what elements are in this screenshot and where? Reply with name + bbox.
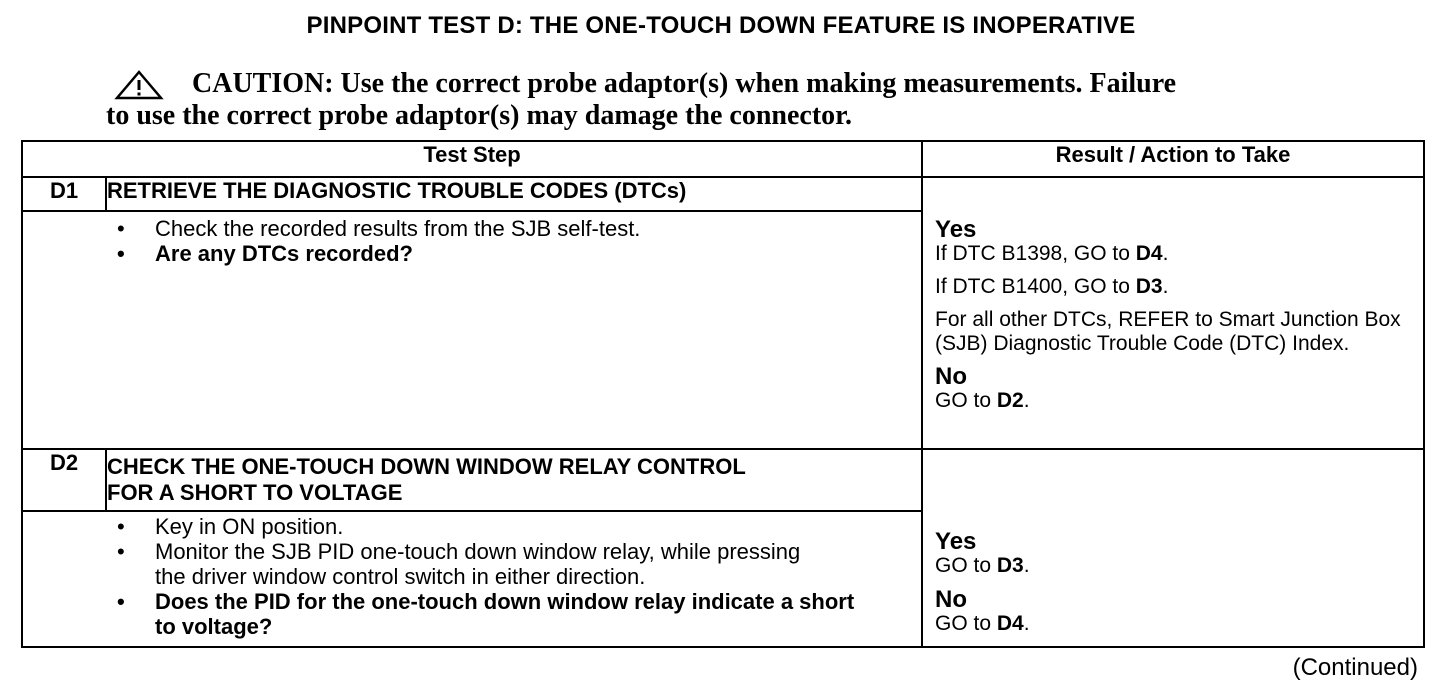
caution-line-2: to use the correct probe adaptor(s) may damage the connector. — [106, 100, 853, 131]
list-item: • Monitor the SJB PID one-touch down window relay, while pressing the driver window control switch in either direction. — [23, 539, 921, 589]
result-line: For all other DTCs, REFER to Smart Junction Box (SJB) Diagnostic Trouble Code (DTC) Index. — [935, 308, 1401, 355]
result-line: GO to D2. — [935, 389, 1030, 412]
page-title: PINPOINT TEST D: THE ONE-TOUCH DOWN FEATURE IS INOPERATIVE — [306, 12, 1136, 39]
step-heading: CHECK THE ONE-TOUCH DOWN WINDOW RELAY CONTROL FOR A SHORT TO VOLTAGE — [106, 449, 922, 511]
yes-label: Yes — [935, 528, 977, 555]
step-instructions — [22, 211, 922, 449]
result-line: If DTC B1400, GO to D3. — [935, 275, 1169, 298]
yes-label: Yes — [935, 216, 977, 243]
caution-line-1: CAUTION: Use the correct probe adaptor(s) when making measurements. Failure — [192, 68, 1177, 99]
step-id: D1 — [22, 177, 106, 211]
step-instructions — [22, 511, 922, 647]
goto-link: D4 — [996, 612, 1024, 635]
result-line: If DTC B1398, GO to D4. — [935, 242, 1169, 265]
step-heading: RETRIEVE THE DIAGNOSTIC TROUBLE CODES (DTCs) — [106, 177, 922, 211]
goto-link: D3 — [1135, 275, 1163, 298]
list-item: • Are any DTCs recorded? — [23, 241, 921, 266]
result-header: Result / Action to Take — [922, 141, 1424, 177]
caution-note — [106, 68, 1336, 132]
list-item: • Check the recorded results from the SJB self-test. — [23, 216, 921, 241]
warning-triangle-icon — [114, 70, 164, 100]
step-result-d1 — [922, 177, 1424, 449]
goto-link: D3 — [996, 554, 1024, 577]
result-line: GO to D4. — [935, 612, 1030, 635]
step-result-d2 — [922, 449, 1424, 647]
continued-label: (Continued) — [1292, 654, 1418, 681]
pinpoint-test-table — [21, 140, 1425, 648]
no-label: No — [935, 363, 968, 390]
step-id: D2 — [22, 449, 106, 511]
goto-link: D4 — [1135, 242, 1163, 265]
test-step-header: Test Step — [22, 141, 922, 177]
no-label: No — [935, 586, 968, 613]
result-line: GO to D3. — [935, 554, 1030, 577]
list-item: • Does the PID for the one-touch down window relay indicate a short to voltage? — [23, 589, 921, 639]
goto-link: D2 — [996, 389, 1024, 412]
list-item: • Key in ON position. — [23, 514, 921, 539]
